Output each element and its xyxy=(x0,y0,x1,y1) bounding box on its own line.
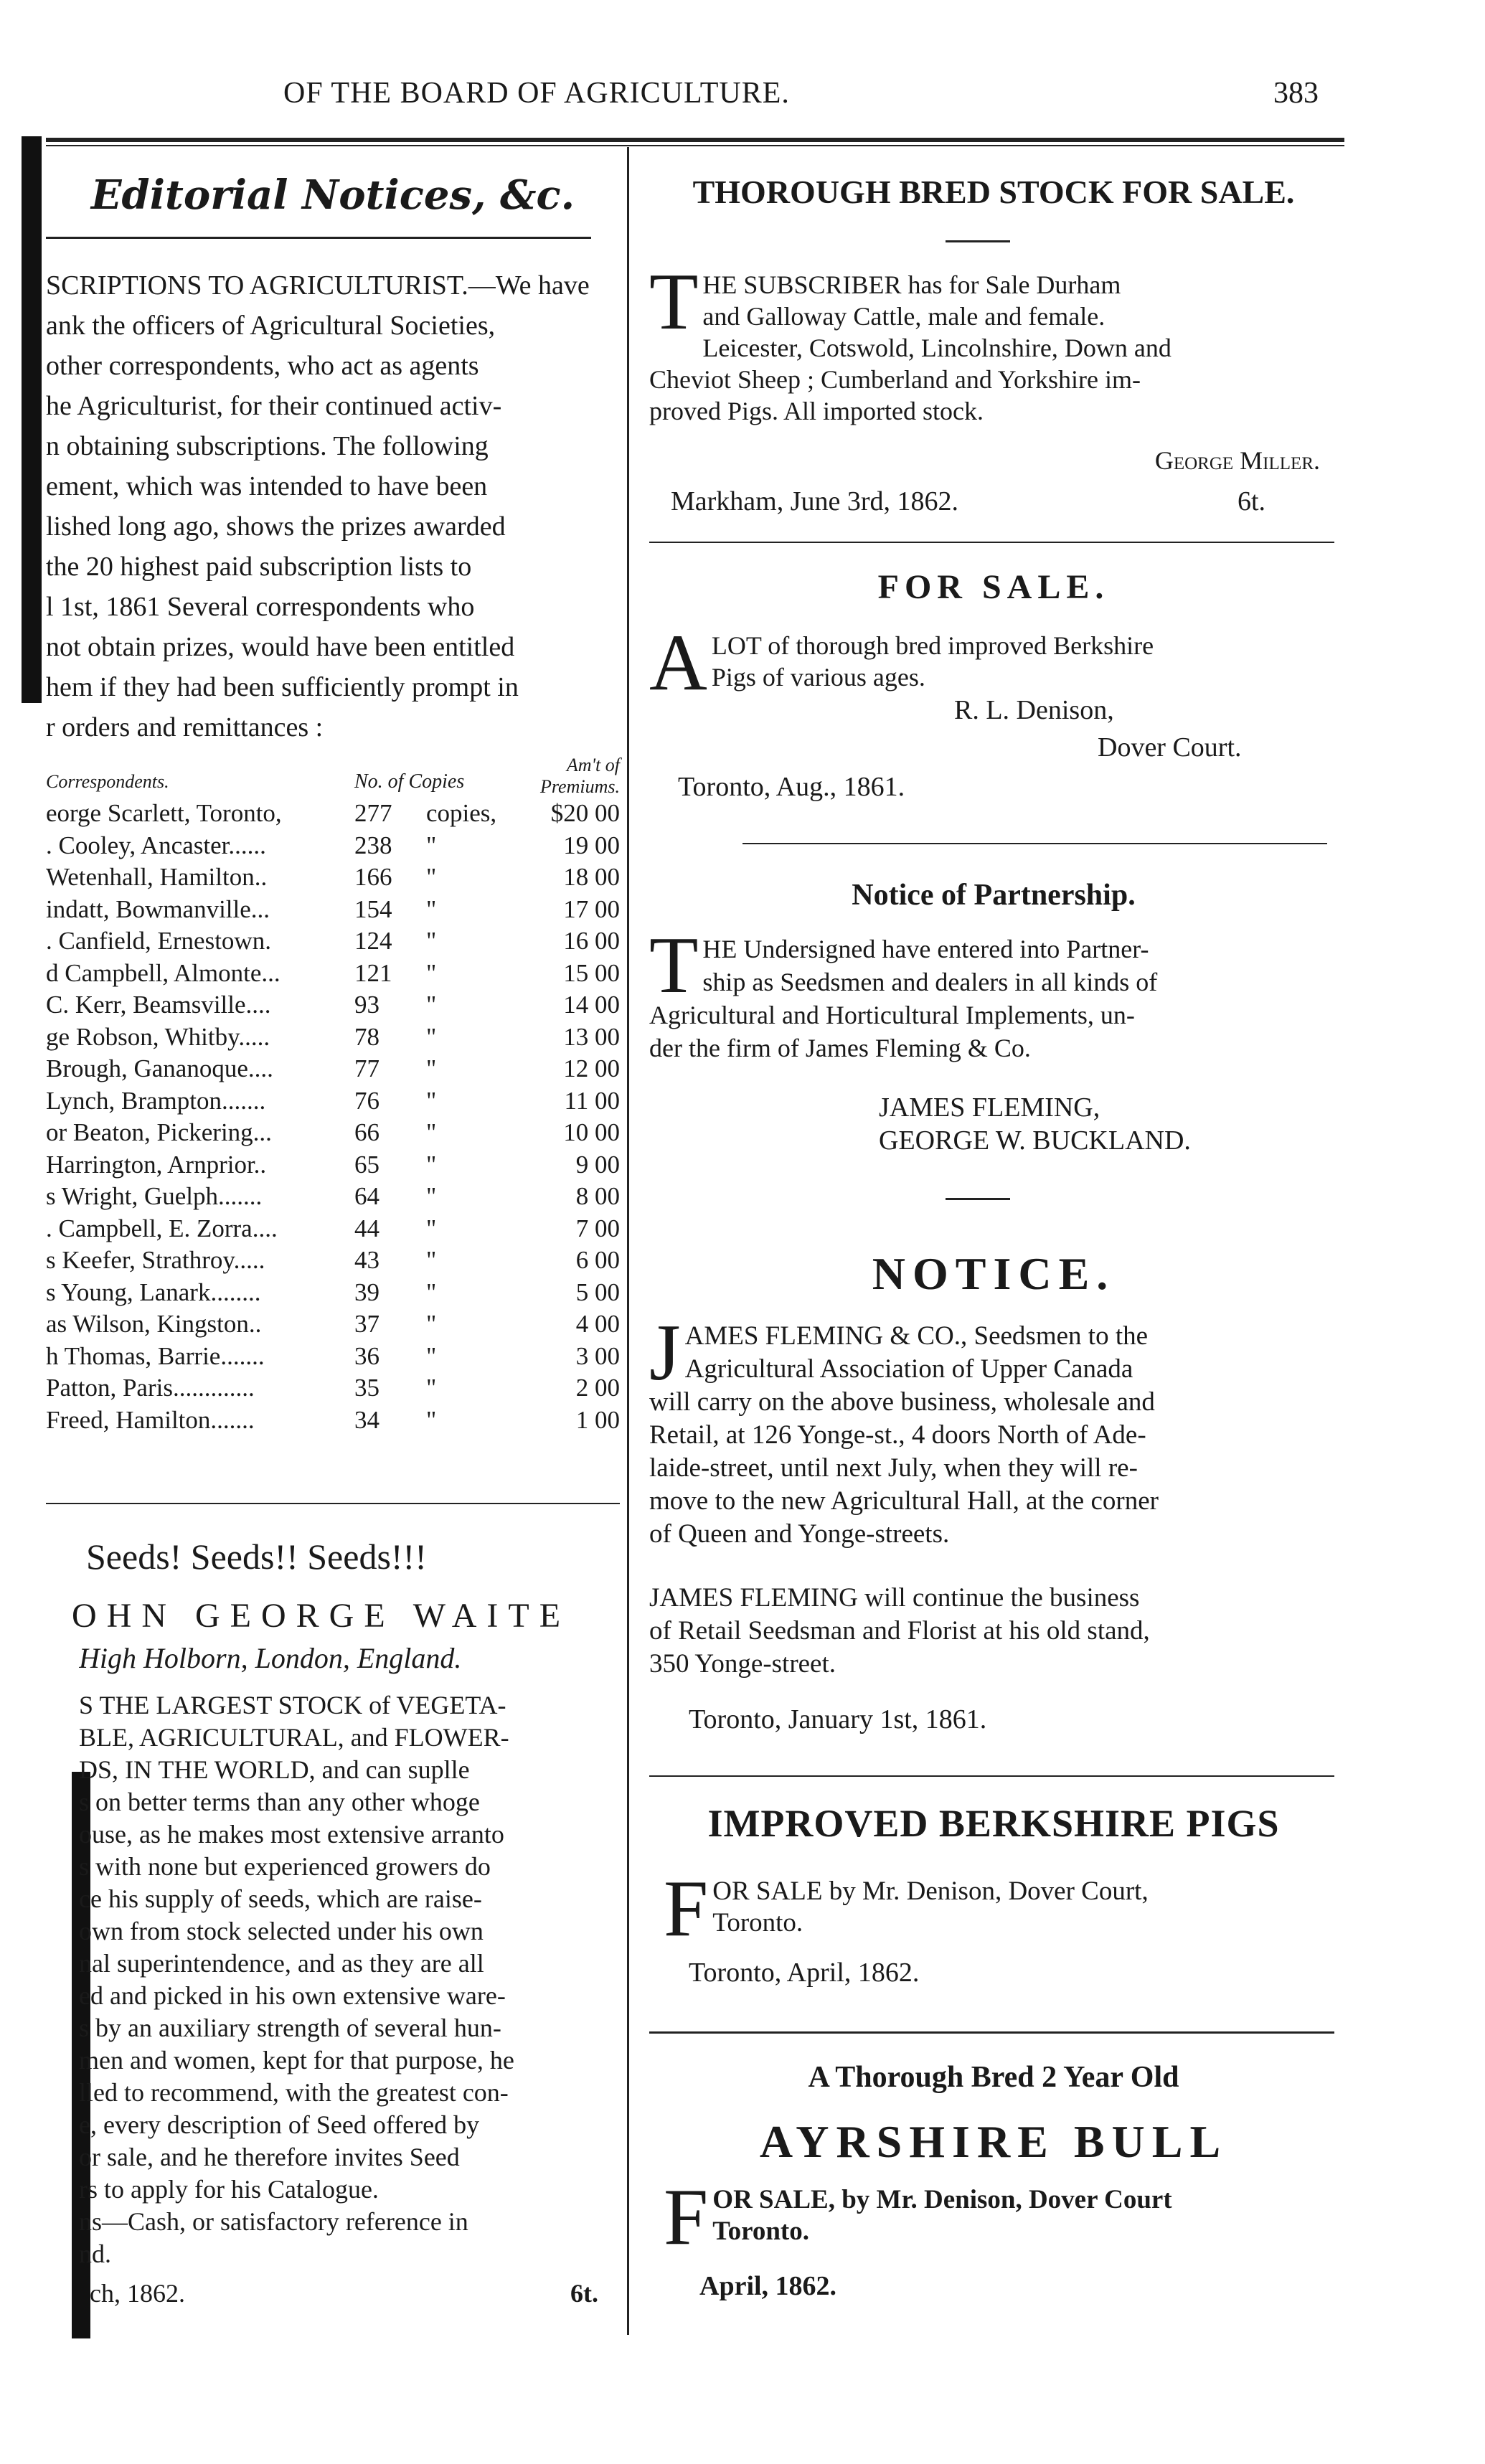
forsale-sig1: R. L. Denison, xyxy=(954,695,1114,725)
copies-count: 37 xyxy=(354,1310,380,1339)
table-row xyxy=(46,798,620,830)
pigs-line: OR SALE by Mr. Denison, Dover Court, xyxy=(712,1877,1149,1906)
subscriber-name: s Young, Lanark........ xyxy=(46,1278,261,1306)
table-row xyxy=(46,1213,620,1245)
copies-count: 166 xyxy=(354,863,392,892)
bull-ad xyxy=(664,2173,1338,2262)
forsale-sig2: Dover Court. xyxy=(1098,732,1242,763)
copies-ditto: " xyxy=(426,895,437,923)
forsale-place: Toronto, Aug., 1861. xyxy=(678,772,905,802)
stock-title: THOROUGH BRED STOCK FOR SALE. xyxy=(692,174,1295,210)
subscriber-name: Brough, Gananoque.... xyxy=(46,1054,273,1083)
table-row xyxy=(46,1372,620,1405)
editorial-line: the 20 highest paid subscription lists to xyxy=(46,552,472,582)
premium-amount: 6 00 xyxy=(575,1246,620,1275)
pigs-drop-cap: F xyxy=(664,1864,709,1953)
stock-place: Markham, June 3rd, 1862. xyxy=(671,486,959,516)
stock-line: Cheviot Sheep ; Cumberland and Yorkshire im- xyxy=(649,365,1141,394)
subscriber-name: C. Kerr, Beamsville.... xyxy=(46,991,271,1019)
partnership-title: Notice of Partnership. xyxy=(852,879,1136,912)
editorial-line: r orders and remittances : xyxy=(46,712,324,742)
copies-count: 238 xyxy=(354,831,392,859)
seeds-line: s with none but experienced growers do xyxy=(79,1852,491,1881)
copies-ditto: copies, xyxy=(426,799,497,828)
short-rule-1 xyxy=(946,240,1010,242)
partner-sig2: GEORGE W. BUCKLAND. xyxy=(879,1125,1191,1156)
subscriber-name: Lynch, Brampton....... xyxy=(46,1086,266,1115)
col-premiums xyxy=(512,755,620,798)
partnership-ad xyxy=(649,921,1338,1065)
copies-ditto: " xyxy=(426,1054,437,1083)
seeds-line: own from stock selected under his own xyxy=(79,1917,484,1945)
subscriber-name: . Canfield, Ernestown. xyxy=(46,927,271,955)
copies-count: 39 xyxy=(354,1278,380,1306)
copies-ditto: " xyxy=(426,958,437,987)
scan-edge xyxy=(22,136,42,703)
notice-line: Agricultural Association of Upper Canada xyxy=(684,1354,1133,1384)
notice-line: 350 Yonge-street. xyxy=(649,1649,836,1679)
subscriber-name: Freed, Hamilton....... xyxy=(46,1405,255,1434)
copies-count: 76 xyxy=(354,1086,380,1115)
partner-line: der the firm of James Fleming & Co. xyxy=(649,1034,1031,1062)
seeds-line: nd. xyxy=(79,2239,111,2268)
forsale-line: Pigs of various ages. xyxy=(711,663,925,691)
copies-count: 65 xyxy=(354,1150,380,1179)
forsale-title: FOR SALE. xyxy=(877,568,1110,606)
stock-code: 6t. xyxy=(1238,486,1266,516)
copies-count: 93 xyxy=(354,991,380,1019)
editorial-body xyxy=(46,265,620,747)
premium-amount: 2 00 xyxy=(575,1374,620,1402)
editorial-title: Editorial Notices, &c. xyxy=(90,172,575,219)
stock-line: and Galloway Cattle, male and female. xyxy=(702,302,1106,331)
rule-2 xyxy=(649,542,1334,543)
stock-signature: George Miller. xyxy=(1154,446,1320,475)
seeds-line: ouse, as he makes most extensive arranto xyxy=(79,1820,504,1849)
subscriber-name: d Campbell, Almonte... xyxy=(46,958,280,987)
copies-count: 77 xyxy=(354,1054,380,1083)
rule-5 xyxy=(649,2031,1334,2034)
table-row xyxy=(46,925,620,958)
subscriber-name: . Campbell, E. Zorra.... xyxy=(46,1214,278,1242)
premium-amount: 14 00 xyxy=(563,991,620,1019)
short-rule-2 xyxy=(946,1198,1010,1200)
bull-line: OR SALE, by Mr. Denison, Dover Court xyxy=(712,2185,1172,2214)
copies-ditto: " xyxy=(426,991,437,1019)
copies-ditto: " xyxy=(426,1118,437,1147)
editorial-rule xyxy=(46,237,591,239)
col-correspondents: Correspondents. xyxy=(46,771,169,792)
copies-count: 124 xyxy=(354,927,392,955)
subscriber-name: as Wilson, Kingston.. xyxy=(46,1310,262,1339)
subscriber-name: s Wright, Guelph....... xyxy=(46,1182,263,1211)
pigs-ad xyxy=(664,1864,1338,1953)
subscription-table xyxy=(46,755,620,1436)
forsale-drop-cap: A xyxy=(649,618,707,707)
table-row xyxy=(46,1308,620,1341)
premium-amount: 16 00 xyxy=(563,927,620,955)
seeds-line: S THE LARGEST STOCK of VEGETA- xyxy=(79,1691,506,1719)
seeds-line: lled to recommend, with the greatest con- xyxy=(79,2078,509,2107)
table-row xyxy=(46,1053,620,1085)
premium-amount: 8 00 xyxy=(575,1182,620,1211)
seeds-code: 6t. xyxy=(570,2279,598,2308)
col-copies: No. of Copies xyxy=(354,770,465,793)
header-rule xyxy=(46,138,1344,142)
table-row xyxy=(46,958,620,990)
editorial-line: SCRIPTIONS TO AGRICULTURIST.—We have xyxy=(46,270,590,301)
copies-ditto: " xyxy=(426,1246,437,1275)
premium-amount: 19 00 xyxy=(563,831,620,859)
seeds-line: rs to apply for his Catalogue. xyxy=(79,2175,379,2204)
notice-line: JAMES FLEMING will continue the business xyxy=(649,1583,1140,1613)
seeds-line: men and women, kept for that purpose, he xyxy=(79,2046,514,2074)
seeds-body xyxy=(79,1689,624,2270)
editorial-line: not obtain prizes, would have been entitled xyxy=(46,632,515,662)
premium-amount: $20 00 xyxy=(550,799,620,828)
subscriber-name: Patton, Paris............. xyxy=(46,1374,255,1402)
editorial-line: he Agriculturist, for their continued activ- xyxy=(46,391,502,421)
copies-count: 154 xyxy=(354,895,392,923)
subscriber-name: h Thomas, Barrie....... xyxy=(46,1341,265,1370)
premium-amount: 10 00 xyxy=(563,1118,620,1147)
premium-amount: 3 00 xyxy=(575,1341,620,1370)
table-row xyxy=(46,1149,620,1181)
pigs-title: IMPROVED BERKSHIRE PIGS xyxy=(707,1802,1280,1845)
notice-line: of Queen and Yonge-streets. xyxy=(649,1519,950,1549)
premium-amount: 1 00 xyxy=(575,1405,620,1434)
rule-3 xyxy=(742,843,1327,844)
copies-count: 64 xyxy=(354,1182,380,1211)
editorial-line: n obtaining subscriptions. The following xyxy=(46,431,489,461)
seeds-line: ns—Cash, or satisfactory reference in xyxy=(79,2207,468,2236)
table-row xyxy=(46,1405,620,1437)
subscriber-name: s Keefer, Strathroy..... xyxy=(46,1246,265,1275)
notice-place: Toronto, January 1st, 1861. xyxy=(689,1704,987,1734)
seeds-title: Seeds! Seeds!! Seeds!!! xyxy=(86,1537,427,1577)
notice-title: NOTICE. xyxy=(872,1248,1116,1299)
partnership-drop-cap: T xyxy=(649,921,699,1010)
copies-ditto: " xyxy=(426,1022,437,1051)
editorial-line: lished long ago, shows the prizes awarded xyxy=(46,511,506,542)
table-row xyxy=(46,989,620,1021)
notice-ad-2 xyxy=(649,1582,1338,1681)
premium-amount: 13 00 xyxy=(563,1022,620,1051)
partner-line: Agricultural and Horticultural Implements, un- xyxy=(649,1001,1135,1029)
subscriber-name: ge Robson, Whitby..... xyxy=(46,1022,270,1051)
pigs-place: Toronto, April, 1862. xyxy=(689,1958,920,1988)
stock-line: HE SUBSCRIBER has for Sale Durham xyxy=(702,270,1121,299)
copies-count: 35 xyxy=(354,1374,380,1402)
partner-line: ship as Seedsmen and dealers in all kinds of xyxy=(702,968,1158,996)
seeds-line: s on better terms than any other whoge xyxy=(79,1788,480,1816)
seeds-line: or sale, and he therefore invites Seed xyxy=(79,2143,460,2171)
table-row xyxy=(46,1085,620,1118)
subscriber-name: indatt, Bowmanville... xyxy=(46,895,270,923)
table-row xyxy=(46,894,620,926)
notice-line: laide-street, until next July, when they will re- xyxy=(649,1453,1138,1483)
stock-ad xyxy=(649,258,1338,427)
copies-count: 44 xyxy=(354,1214,380,1242)
notice-line: AMES FLEMING & CO., Seedsmen to the xyxy=(684,1321,1149,1351)
seeds-address: High Holborn, London, England. xyxy=(79,1643,462,1674)
copies-count: 121 xyxy=(354,958,392,987)
table-row xyxy=(46,1021,620,1054)
bull-place: April, 1862. xyxy=(699,2271,837,2301)
copies-count: 277 xyxy=(354,799,392,828)
seeds-line: nal superintendence, and as they are all xyxy=(79,1949,484,1978)
running-head: OF THE BOARD OF AGRICULTURE. xyxy=(283,77,790,109)
editorial-line: hem if they had been sufficiently prompt in xyxy=(46,672,519,702)
partner-line: HE Undersigned have entered into Partner- xyxy=(702,935,1149,963)
copies-ditto: " xyxy=(426,1182,437,1211)
bull-drop-cap: F xyxy=(664,2173,709,2262)
copies-ditto: " xyxy=(426,927,437,955)
seeds-date: ch, 1862. xyxy=(90,2279,185,2308)
bull-title-1: A Thorough Bred 2 Year Old xyxy=(808,2061,1179,2094)
subscriber-name: . Cooley, Ancaster...... xyxy=(46,831,266,859)
table-row xyxy=(46,1181,620,1213)
editorial-line: l 1st, 1861 Several correspondents who xyxy=(46,592,475,622)
copies-count: 34 xyxy=(354,1405,380,1434)
premium-amount: 4 00 xyxy=(575,1310,620,1339)
table-row xyxy=(46,1117,620,1149)
premium-amount: 12 00 xyxy=(563,1054,620,1083)
notice-line: Retail, at 126 Yonge-st., 4 doors North of Ade- xyxy=(649,1420,1146,1450)
premium-amount: 9 00 xyxy=(575,1150,620,1179)
copies-ditto: " xyxy=(426,1341,437,1370)
notice-ad xyxy=(649,1308,1338,1551)
notice-line: of Retail Seedsman and Florist at his old stand, xyxy=(649,1616,1150,1646)
editorial-line: ement, which was intended to have been xyxy=(46,471,488,501)
table-row xyxy=(46,830,620,862)
pigs-line: Toronto. xyxy=(712,1908,803,1937)
table-row xyxy=(46,862,620,894)
forsale-line: LOT of thorough bred improved Berkshire xyxy=(711,631,1154,660)
copies-ditto: " xyxy=(426,831,437,859)
copies-ditto: " xyxy=(426,1374,437,1402)
page-number: 383 xyxy=(1273,77,1319,109)
table-row xyxy=(46,1277,620,1309)
copies-ditto: " xyxy=(426,1405,437,1434)
premium-amount: 11 00 xyxy=(564,1086,620,1115)
copies-ditto: " xyxy=(426,1310,437,1339)
copies-ditto: " xyxy=(426,1086,437,1115)
subscriber-name: eorge Scarlett, Toronto, xyxy=(46,799,282,828)
copies-ditto: " xyxy=(426,1278,437,1306)
subscriber-name: or Beaton, Pickering... xyxy=(46,1118,272,1147)
rule-4 xyxy=(649,1775,1334,1777)
notice-drop-cap: J xyxy=(649,1308,681,1397)
premium-amount: 15 00 xyxy=(563,958,620,987)
bull-line: Toronto. xyxy=(712,2217,809,2246)
copies-ditto: " xyxy=(426,1150,437,1179)
premium-amount: 18 00 xyxy=(563,863,620,892)
seeds-line: ce his supply of seeds, which are raise- xyxy=(79,1884,482,1913)
stock-line: proved Pigs. All imported stock. xyxy=(649,397,984,425)
seeds-line: s by an auxiliary strength of several hun- xyxy=(79,2014,501,2042)
seeds-line: e, every description of Seed offered by xyxy=(79,2110,480,2139)
col-premiums-top: Am't of xyxy=(566,755,620,775)
notice-line: move to the new Agricultural Hall, at the corner xyxy=(649,1486,1159,1516)
premium-amount: 17 00 xyxy=(563,895,620,923)
copies-count: 78 xyxy=(354,1022,380,1051)
notice-line: will carry on the above business, wholesale and xyxy=(649,1387,1155,1417)
editorial-line: other correspondents, who act as agents xyxy=(46,351,479,381)
table-end-rule xyxy=(46,1503,620,1504)
copies-count: 36 xyxy=(354,1341,380,1370)
table-row xyxy=(46,1245,620,1277)
forsale-ad xyxy=(649,618,1338,707)
premium-amount: 7 00 xyxy=(575,1214,620,1242)
column-divider xyxy=(627,147,629,2335)
editorial-line: ank the officers of Agricultural Societies, xyxy=(46,311,496,341)
partner-sig1: JAMES FLEMING, xyxy=(879,1092,1100,1123)
seeds-line: DS, IN THE WORLD, and can suplle xyxy=(79,1755,470,1784)
copies-count: 66 xyxy=(354,1118,380,1147)
stock-drop-cap: T xyxy=(649,258,699,346)
seeds-line: ed and picked in his own extensive ware- xyxy=(79,1981,506,2010)
seeds-line: BLE, AGRICULTURAL, and FLOWER- xyxy=(79,1723,509,1752)
bull-title-2: AYRSHIRE BULL xyxy=(759,2116,1228,2167)
copies-ditto: " xyxy=(426,1214,437,1242)
copies-count: 43 xyxy=(354,1246,380,1275)
stock-line: Leicester, Cotswold, Lincolnshire, Down and xyxy=(702,334,1172,362)
subscriber-name: Harrington, Arnprior.. xyxy=(46,1150,267,1179)
copies-ditto: " xyxy=(426,863,437,892)
table-row xyxy=(46,1341,620,1373)
subscriber-name: Wetenhall, Hamilton.. xyxy=(46,863,268,892)
col-premiums-label: Premiums. xyxy=(540,776,620,797)
header-rule-thin xyxy=(46,145,1344,146)
premium-amount: 5 00 xyxy=(575,1278,620,1306)
seeds-name: OHN GEORGE WAITE xyxy=(72,1597,571,1635)
